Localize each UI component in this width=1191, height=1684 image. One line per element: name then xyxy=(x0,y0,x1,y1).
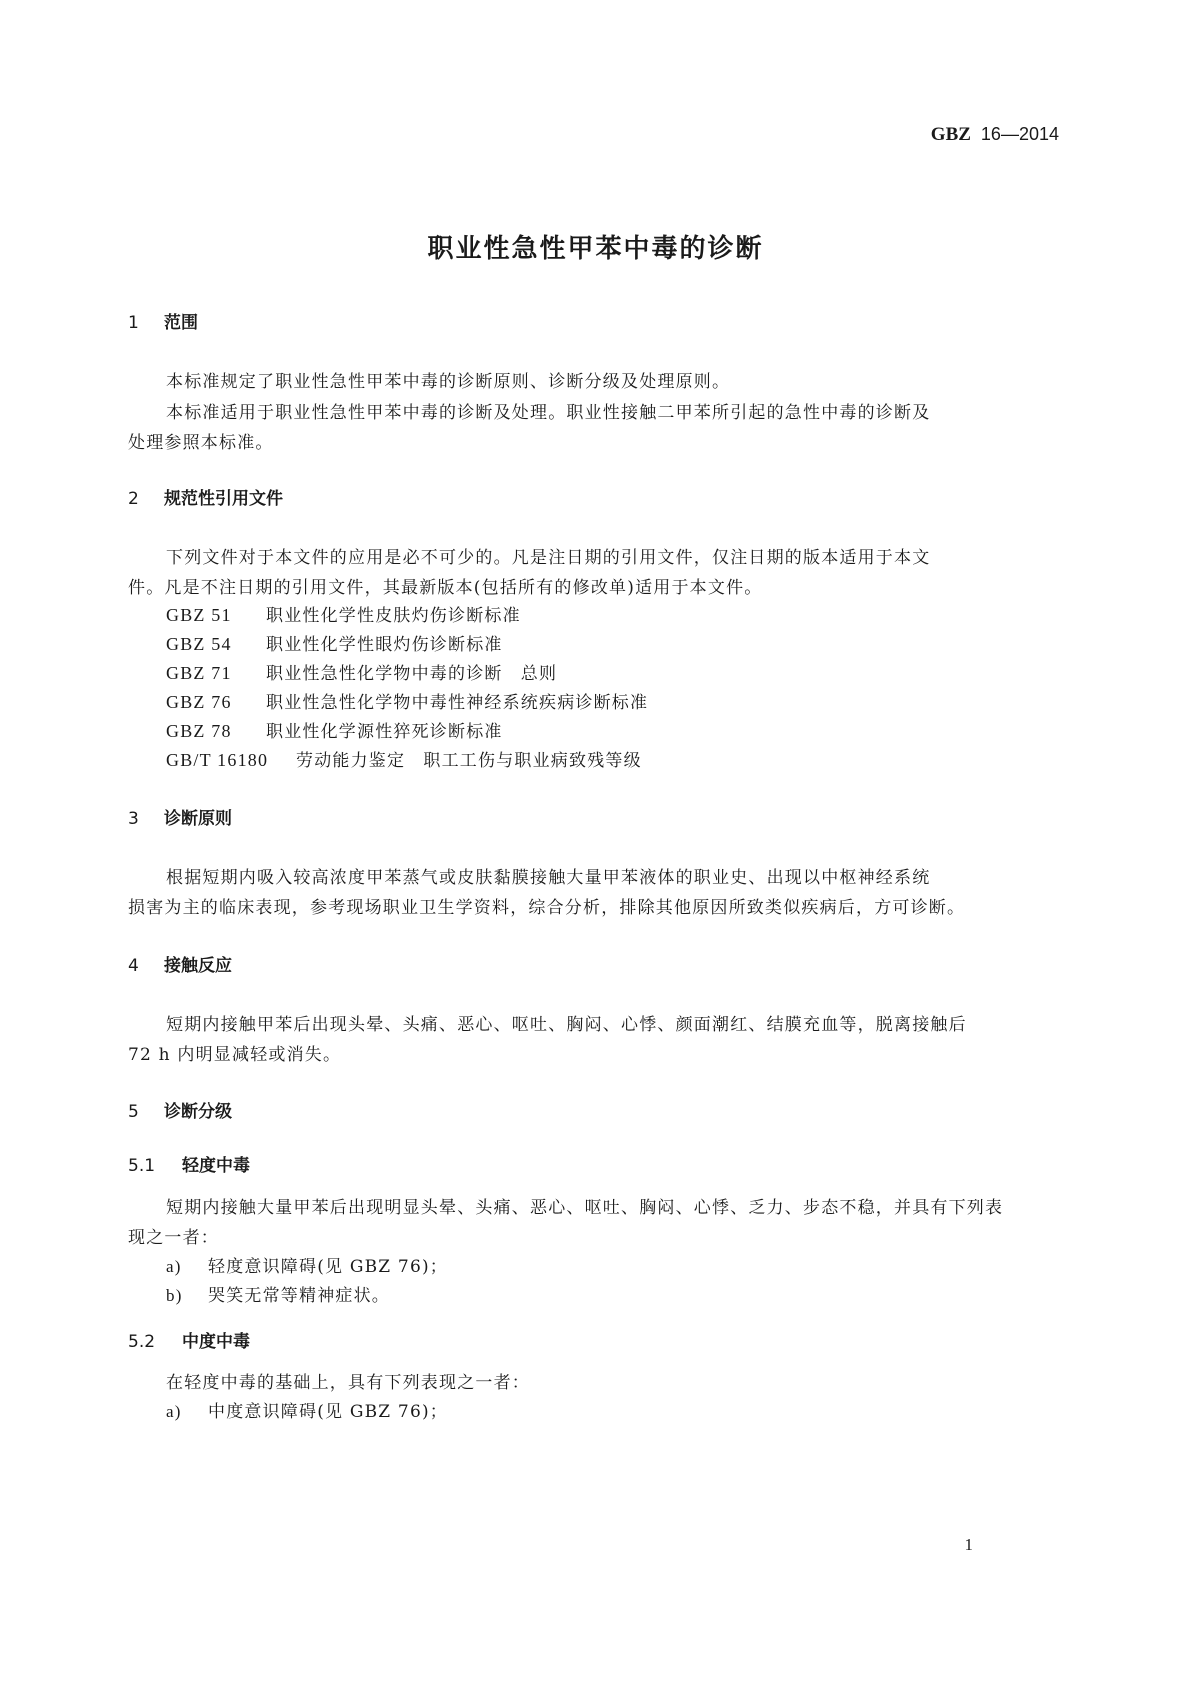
paragraph: 下列文件对于本文件的应用是必不可少的。凡是注日期的引用文件，仅注日期的版本适用于本文 xyxy=(166,548,931,568)
paragraph-continuation: 件。凡是不注日期的引用文件，其最新版本(包括所有的修改单)适用于本文件。 xyxy=(128,578,763,598)
subsection-5-1-heading xyxy=(128,1151,250,1176)
section-title: 诊断原则 xyxy=(164,809,232,829)
reference-item xyxy=(166,601,521,626)
section-4-heading xyxy=(128,951,232,976)
list-item xyxy=(166,1252,448,1277)
document-title: 职业性急性甲苯中毒的诊断 xyxy=(427,234,764,264)
section-title: 范围 xyxy=(164,313,198,333)
subsection-number: 5.2 xyxy=(128,1332,156,1352)
list-item-text: 轻度意识障碍(见 GBZ 76)； xyxy=(208,1257,448,1277)
paragraph: 本标准规定了职业性急性甲苯中毒的诊断原则、诊断分级及处理原则。 xyxy=(166,372,731,392)
paragraph-continuation: 现之一者： xyxy=(128,1228,219,1248)
subsection-title: 中度中毒 xyxy=(182,1332,250,1352)
reference-title: 职业性化学性皮肤灼伤诊断标准 xyxy=(266,606,521,626)
section-5-heading xyxy=(128,1097,232,1122)
section-title: 规范性引用文件 xyxy=(164,489,283,509)
section-1-heading xyxy=(128,308,198,333)
subsection-number: 5.1 xyxy=(128,1156,156,1176)
list-item-label: b) xyxy=(166,1286,183,1305)
reference-code: GBZ 54 xyxy=(166,634,232,654)
reference-item xyxy=(166,717,503,742)
reference-title: 职业性化学性眼灼伤诊断标准 xyxy=(266,635,503,655)
reference-item xyxy=(166,659,557,684)
section-2-heading xyxy=(128,484,283,509)
reference-code: GBZ 76 xyxy=(166,692,232,712)
standard-number: 16—2014 xyxy=(980,124,1059,144)
paragraph: 短期内接触甲苯后出现头晕、头痛、恶心、呕吐、胸闷、心悸、颜面潮红、结膜充血等，脱离接触后 xyxy=(166,1015,967,1035)
list-item-text: 中度意识障碍(见 GBZ 76)； xyxy=(208,1402,448,1422)
paragraph: 本标准适用于职业性急性甲苯中毒的诊断及处理。职业性接触二甲苯所引起的急性中毒的诊断及 xyxy=(166,403,931,423)
subsection-5-2-heading xyxy=(128,1327,250,1352)
paragraph: 在轻度中毒的基础上，具有下列表现之一者： xyxy=(166,1373,530,1393)
list-item-label: a) xyxy=(166,1402,182,1421)
paragraph: 根据短期内吸入较高浓度甲苯蒸气或皮肤黏膜接触大量甲苯液体的职业史、出现以中枢神经系统 xyxy=(166,868,931,888)
paragraph-continuation: 72 h 内明显减轻或消失。 xyxy=(128,1045,342,1065)
section-number: 3 xyxy=(128,809,139,829)
section-number: 2 xyxy=(128,489,139,509)
subsection-title: 轻度中毒 xyxy=(182,1156,250,1176)
section-number: 1 xyxy=(128,313,139,333)
standard-prefix: GBZ xyxy=(930,124,971,145)
section-number: 5 xyxy=(128,1102,139,1122)
standard-code xyxy=(931,124,1059,146)
reference-code: GBZ 71 xyxy=(166,663,232,683)
reference-item xyxy=(166,746,642,771)
reference-code: GBZ 51 xyxy=(166,605,232,625)
reference-code: GBZ 78 xyxy=(166,721,232,741)
reference-item xyxy=(166,630,503,655)
list-item xyxy=(166,1281,390,1306)
section-title: 诊断分级 xyxy=(164,1102,232,1122)
reference-title: 劳动能力鉴定 职工工伤与职业病致残等级 xyxy=(296,751,642,771)
paragraph-continuation: 处理参照本标准。 xyxy=(128,433,274,453)
reference-title: 职业性急性化学物中毒的诊断 总则 xyxy=(266,664,558,684)
list-item xyxy=(166,1397,448,1422)
reference-title: 职业性化学源性猝死诊断标准 xyxy=(266,722,503,742)
list-item-text: 哭笑无常等精神症状。 xyxy=(208,1286,390,1306)
page-number: 1 xyxy=(964,1535,973,1554)
reference-item xyxy=(166,688,648,713)
section-number: 4 xyxy=(128,956,139,976)
list-item-label: a) xyxy=(166,1257,182,1276)
section-title: 接触反应 xyxy=(164,956,232,976)
paragraph: 短期内接触大量甲苯后出现明显头晕、头痛、恶心、呕吐、胸闷、心悸、乏力、步态不稳，并具有下列表 xyxy=(166,1198,1004,1218)
reference-code: GB/T 16180 xyxy=(166,750,269,770)
paragraph-continuation: 损害为主的临床表现，参考现场职业卫生学资料，综合分析，排除其他原因所致类似疾病后，方可诊断。 xyxy=(128,898,966,918)
section-3-heading xyxy=(128,804,232,829)
reference-title: 职业性急性化学物中毒性神经系统疾病诊断标准 xyxy=(266,693,649,713)
